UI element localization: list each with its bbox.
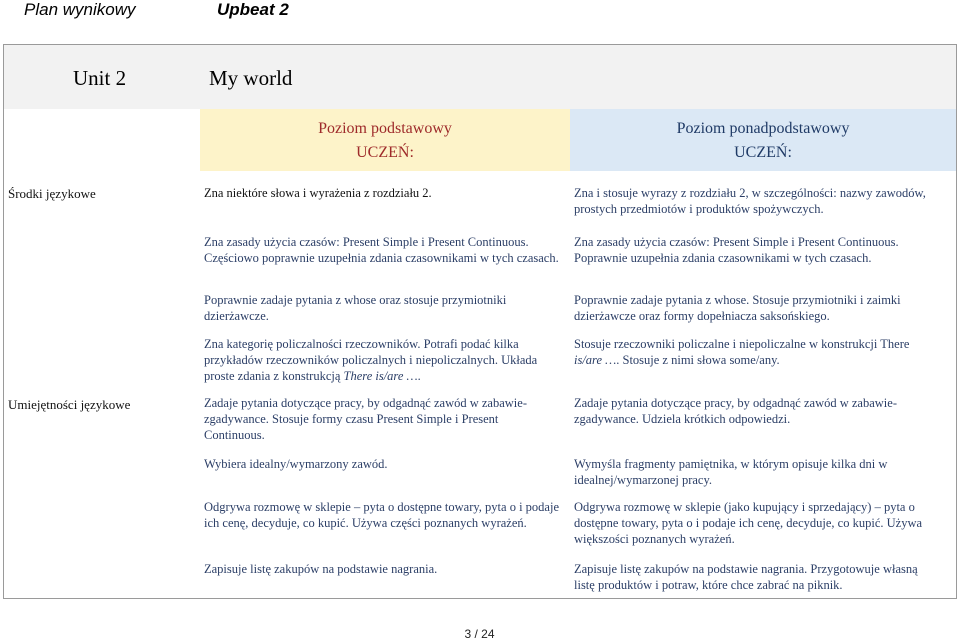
level-advanced-header xyxy=(570,109,956,171)
page-header xyxy=(0,0,959,22)
basic-cell-dream-job: Wybiera idealny/wymarzony zawód. xyxy=(204,457,388,471)
page-number: 3 / 24 xyxy=(464,627,495,641)
advanced-countable-end: . Stosuje z nimi słowa some/any. xyxy=(616,353,780,367)
category-language-means: Środki językowe xyxy=(8,186,96,201)
level-basic-header xyxy=(200,109,570,171)
advanced-cell-vocabulary: Zna i stosuje wyrazy z rozdziału 2, w szczególności: nazwy zawodów, prostych przedmiotów i produktów spożywczych. xyxy=(574,186,926,216)
advanced-cell-whose: Poprawnie zadaje pytania z whose. Stosuje przymiotniki i zaimki dzierżawcze oraz formy dopełniacza saksońskiego. xyxy=(574,293,901,323)
unit-label: Unit 2 xyxy=(73,66,127,90)
advanced-cell-shopping-list: Zapisuje listę zakupów na podstawie nagrania. Przygotowuje własną listę produktów i potraw, które chce zabrać na piknik. xyxy=(574,562,918,592)
advanced-countable-construction: is/are … xyxy=(574,353,617,367)
book-title: Upbeat 2 xyxy=(217,0,289,19)
basic-cell-vocabulary: Zna niektóre słowa i wyrażenia z rozdziału 2. xyxy=(204,186,432,200)
advanced-cell-job-questions: Zadaje pytania dotyczące pracy, by odgadnąć zawód w zabawie-zgadywance. Udziela krótkich odpowiedzi. xyxy=(574,396,897,426)
basic-countable-construction: There is/are … xyxy=(343,369,418,383)
basic-countable-text: Zna kategorię policzalności rzeczowników. Potrafi podać kilka przykładów rzeczowników policzalnych i niepoliczalnych. Układa proste zdania z konstrukcją xyxy=(204,337,538,383)
advanced-cell-countable xyxy=(574,336,939,368)
level-basic-name: Poziom podstawowy xyxy=(318,120,452,137)
level-basic-sub: UCZEŃ: xyxy=(356,144,414,161)
basic-cell-shop-dialogue: Odgrywa rozmowę w sklepie – pyta o dostępne towary, pyta o i podaje ich cenę, decyduje, co kupić. Używa części poznanych wyrażeń. xyxy=(204,500,559,530)
level-advanced-sub: UCZEŃ: xyxy=(734,144,792,161)
plan-title: Plan wynikowy xyxy=(24,0,136,19)
unit-title: My world xyxy=(209,66,293,90)
level-header-row xyxy=(4,109,956,171)
basic-cell-whose: Poprawnie zadaje pytania z whose oraz stosuje przymiotniki dzierżawcze. xyxy=(204,293,507,323)
basic-cell-tenses: Zna zasady użycia czasów: Present Simple i Present Continuous. Częściowo poprawnie uzupełnia zdania czasownikami w tych czasach. xyxy=(204,235,559,265)
advanced-cell-shop-dialogue: Odgrywa rozmowę w sklepie (jako kupujący i sprzedający) – pyta o dostępne towary, pyta o i podaje ich cenę, decyduje, co kupić. Używa większości poznanych wyrażeń. xyxy=(574,500,923,546)
level-advanced-name: Poziom ponadpodstawowy xyxy=(676,120,850,137)
basic-cell-job-questions: Zadaje pytania dotyczące pracy, by odgadnąć zawód w zabawie-zgadywance. Stosuje formy czasu Present Simple i Present Continuous. xyxy=(204,396,527,442)
advanced-countable-text: Stosuje rzeczowniki policzalne i niepoliczalne w konstrukcji There xyxy=(574,337,910,351)
advanced-cell-dream-job: Wymyśla fragmenty pamiętnika, w którym opisuje kilka dni w idealnej/wymarzonej pracy. xyxy=(574,457,888,487)
category-language-skills: Umiejętności językowe xyxy=(8,397,131,412)
advanced-cell-tenses: Zna zasady użycia czasów: Present Simple i Present Continuous. Poprawnie uzupełnia zdania czasownikami w tych czasach. xyxy=(574,235,899,265)
basic-cell-countable xyxy=(204,336,559,384)
basic-countable-end: . xyxy=(417,369,421,383)
unit-row xyxy=(4,45,956,109)
basic-cell-shopping-list: Zapisuje listę zakupów na podstawie nagrania. xyxy=(204,562,438,576)
